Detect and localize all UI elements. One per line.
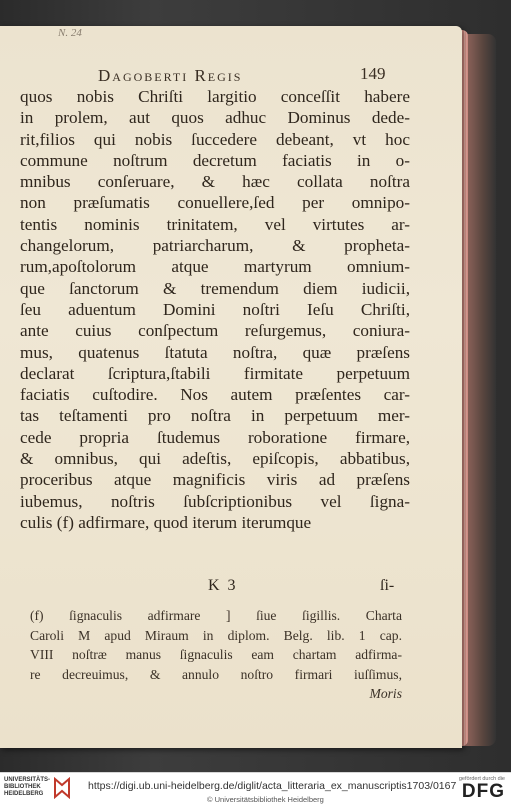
body-line: rit,filios qui nobis ſuccedere debeant, vt hoc — [20, 129, 410, 149]
body-line: que ſanctorum & tremendum diem iudicii, — [20, 278, 410, 298]
body-line: culis (f) adfirmare, quod iterum iterumque — [20, 512, 312, 532]
body-line: faciatis cuſtodire. Nos autem præſentes car- — [20, 385, 410, 405]
library-mark-icon — [53, 777, 71, 799]
footnote-line: Caroli M apud Miraum in diplom. Belg. lib. 1 cap. — [30, 627, 402, 643]
body-line: mnibus conſeruare, & hæc collata noſtra — [20, 172, 410, 192]
body-text — [20, 86, 410, 533]
running-head: Dagoberti Regis — [98, 66, 243, 85]
body-line: proceribus atque magnificis viris ad præſens — [20, 470, 410, 490]
body-line: iubemus, noſtris ſubſcriptionibus vel ſigna- — [20, 491, 410, 511]
viewer-footer — [0, 772, 511, 811]
body-line: ſeu aduentum Domini noſtri Ieſu Chriſti, — [20, 299, 410, 319]
body-line: ante cuius conſpectum reſurgemus, coniura- — [20, 321, 410, 341]
library-logo[interactable] — [4, 777, 71, 799]
funder-block[interactable] — [459, 776, 505, 802]
signature-mark: K 3 — [208, 577, 238, 594]
body-line: & omnibus, qui adeſtis, epiſcopis, abbatibus, — [20, 449, 410, 469]
page-number: 149 — [360, 64, 386, 83]
footnotes — [30, 606, 402, 704]
body-line: commune noſtrum decretum faciatis in o- — [20, 150, 410, 170]
corner-note: N. 24 — [58, 27, 82, 39]
footnote-line: Moris — [369, 686, 402, 701]
body-line: quos nobis Chriſti largitio conceſſit habere — [20, 87, 410, 106]
body-line: rum,apoſtolorum atque martyrum omnium- — [20, 257, 410, 277]
footnote-line: VIII noſtræ manus ſignaculis eam chartam adfirma- — [30, 647, 402, 662]
dfg-logo: DFG — [461, 781, 505, 802]
body-line: mus, quatenus ſtatuta noſtra, quæ præſens — [20, 342, 410, 362]
catchword: ſi- — [380, 577, 395, 594]
copyright-text: © Universitätsbibliothek Heidelberg — [207, 795, 324, 804]
funded-by-label: gefördert durch die — [458, 776, 505, 782]
body-line: changelorum, patriarcharum, & propheta- — [20, 236, 410, 256]
body-line: tentis nominis trinitatem, vel virtutes ar- — [20, 214, 410, 234]
permalink-url[interactable]: https://digi.ub.uni-heidelberg.de/diglit/acta_litteraria_ex_manuscriptis1703/0167 — [88, 780, 457, 792]
body-line: cede propria ſtudemus roboratione firmare, — [20, 427, 410, 447]
footnote-line: re decreuimus, & annulo noſtro firmari iuſſimus, — [30, 666, 402, 682]
library-name: UNIVERSITÄTS- BIBLIOTHEK HEIDELBERG — [4, 777, 51, 797]
body-line: non præſumatis conuellere,ſed per omnipo- — [20, 193, 410, 213]
footnote-line: (f) ſignaculis adfirmare ] ſiue ſigillis. Charta — [30, 608, 402, 623]
body-line: tas teſtamenti pro noſtra in perpetuum mer- — [20, 406, 410, 426]
body-line: in prolem, aut quos adhuc Dominus dede- — [20, 108, 410, 128]
body-line: declarat ſcriptura,ſtabili firmitate perpetuum — [20, 363, 410, 383]
